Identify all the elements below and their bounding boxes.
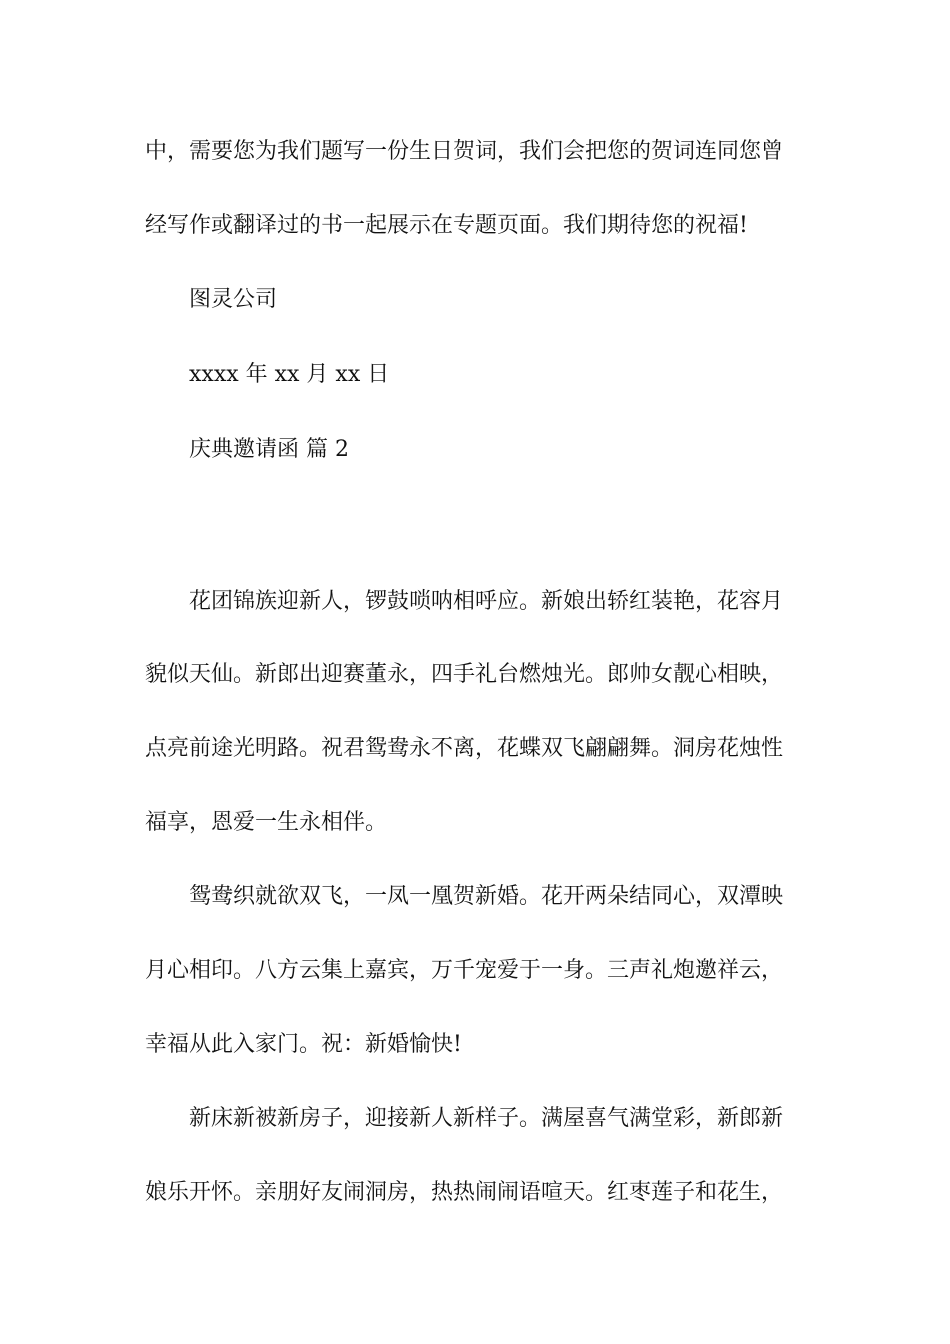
section-heading: 庆典邀请函 篇 2 [189, 437, 349, 462]
signature-company: 图灵公司 [189, 287, 278, 312]
paragraph-line: 福享，恩爱一生永相伴。 [145, 810, 388, 835]
paragraph-line: 花团锦族迎新人，锣鼓唢呐相呼应。新娘出轿红装艳，花容月 [189, 589, 784, 614]
paragraph-line: 娘乐开怀。亲朋好友闹洞房，热热闹闹语喧天。红枣莲子和花生， [145, 1180, 784, 1205]
paragraph-line: 点亮前途光明路。祝君鸳鸯永不离，花蝶双飞翩翩舞。洞房花烛性 [145, 736, 784, 761]
paragraph-line: 经写作或翻译过的书一起展示在专题页面。我们期待您的祝福! [145, 213, 748, 238]
paragraph-line: 鸳鸯织就欲双飞，一凤一凰贺新婚。花开两朵结同心，双潭映 [189, 884, 784, 909]
paragraph-line: 新床新被新房子，迎接新人新样子。满屋喜气满堂彩，新郎新 [189, 1106, 784, 1131]
paragraph-line: 月心相印。八方云集上嘉宾，万千宠爱于一身。三声礼炮邀祥云， [145, 958, 784, 983]
paragraph-line: 中，需要您为我们题写一份生日贺词，我们会把您的贺词连同您曾 [145, 139, 784, 164]
paragraph-line: 幸福从此入家门。祝：新婚愉快! [145, 1032, 462, 1057]
paragraph-line: 貌似天仙。新郎出迎赛董永，四手礼台燃烛光。郎帅女靓心相映， [145, 662, 784, 687]
signature-date: xxxx 年 xx 月 xx 日 [189, 362, 390, 387]
